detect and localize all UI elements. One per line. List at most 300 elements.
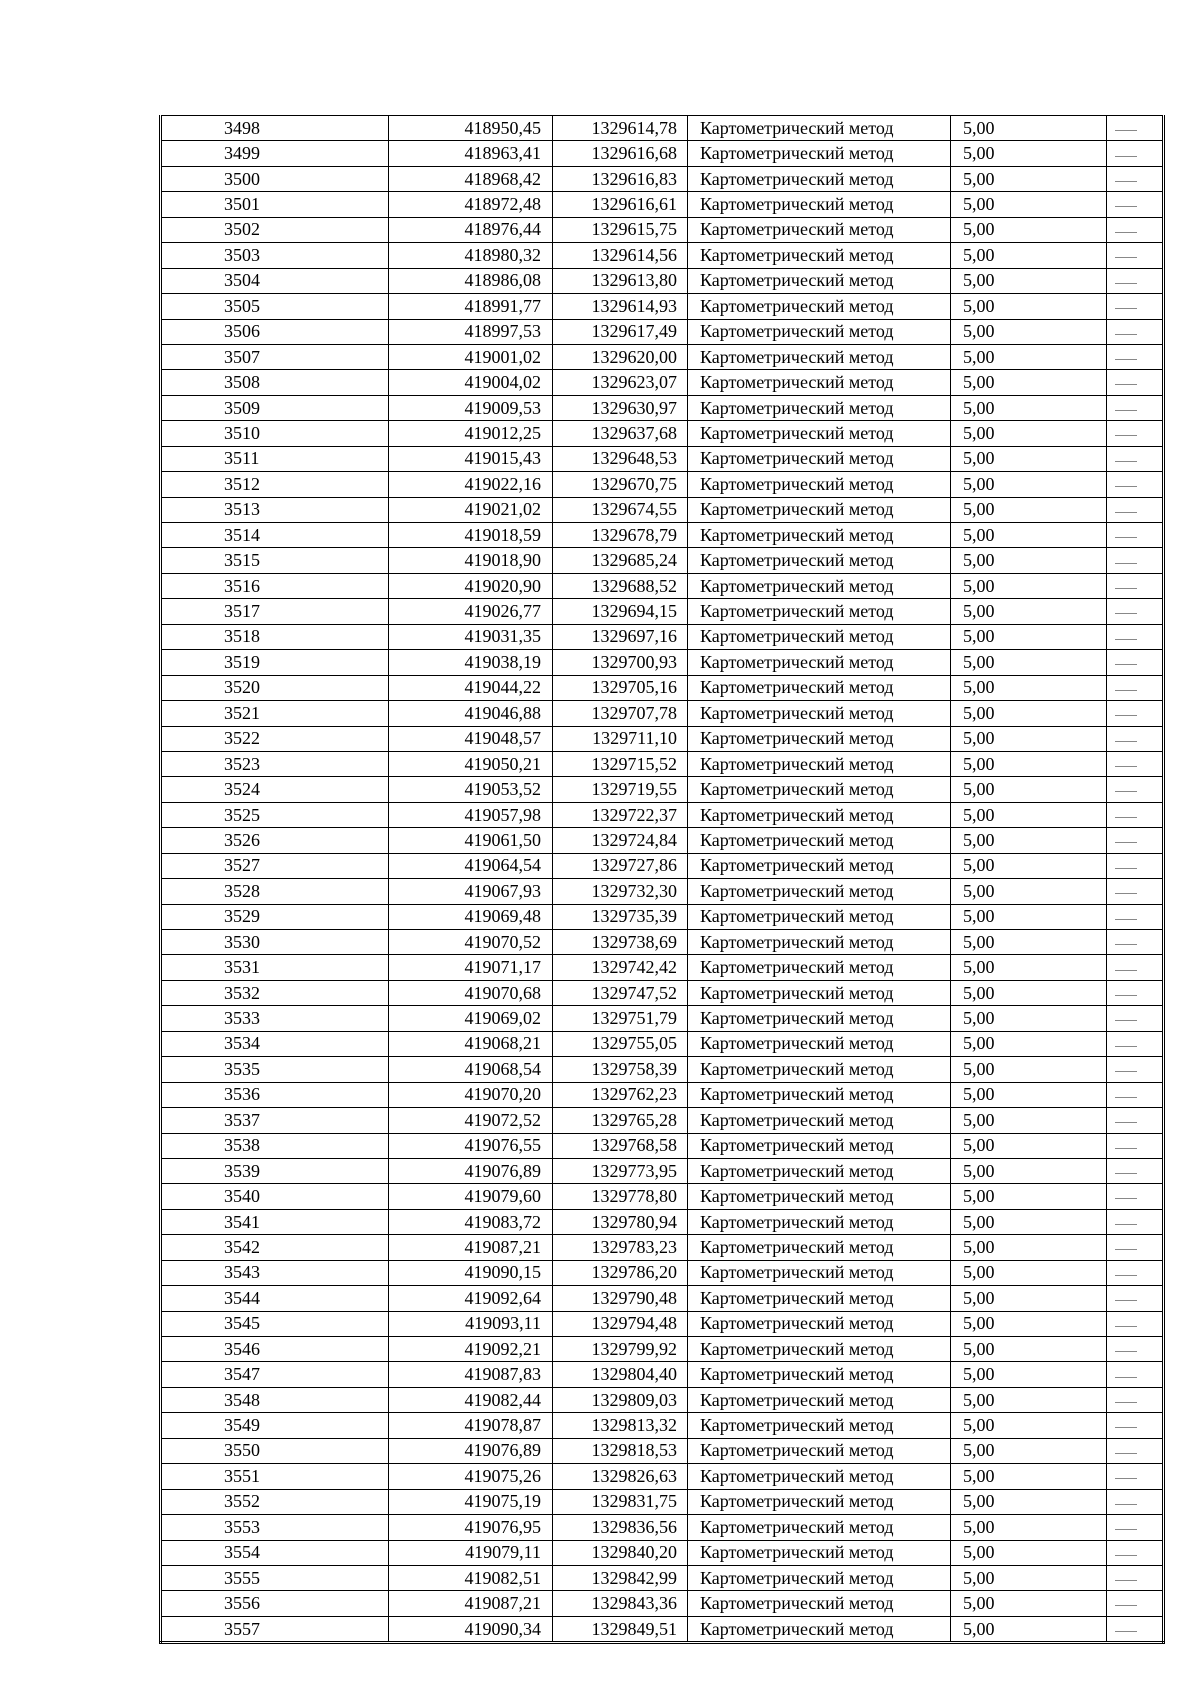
description-cell xyxy=(1107,904,1164,929)
description-cell xyxy=(1107,523,1164,548)
dash-mark xyxy=(1115,486,1137,487)
x-coordinate-cell: 419068,54 xyxy=(389,1057,553,1082)
dash-mark xyxy=(1115,257,1137,258)
description-cell xyxy=(1107,421,1164,446)
method-cell: Картометрический метод xyxy=(688,395,951,420)
method-cell: Картометрический метод xyxy=(688,726,951,751)
point-number-cell: 3526 xyxy=(161,828,389,853)
point-number-cell: 3512 xyxy=(161,472,389,497)
dash-mark xyxy=(1115,995,1137,996)
method-cell: Картометрический метод xyxy=(688,624,951,649)
point-number-cell: 3527 xyxy=(161,853,389,878)
method-cell: Картометрический метод xyxy=(688,1438,951,1463)
precision-cell: 5,00 xyxy=(951,497,1107,522)
point-number-cell: 3554 xyxy=(161,1540,389,1565)
method-cell: Картометрический метод xyxy=(688,1286,951,1311)
method-cell: Картометрический метод xyxy=(688,192,951,217)
description-cell xyxy=(1107,751,1164,776)
x-coordinate-cell: 418986,08 xyxy=(389,268,553,293)
description-cell xyxy=(1107,1489,1164,1514)
dash-mark xyxy=(1115,868,1137,869)
dash-mark xyxy=(1115,410,1137,411)
description-cell xyxy=(1107,217,1164,242)
precision-cell: 5,00 xyxy=(951,726,1107,751)
x-coordinate-cell: 418991,77 xyxy=(389,294,553,319)
table-row xyxy=(161,1057,1164,1082)
y-coordinate-cell: 1329614,56 xyxy=(553,243,688,268)
precision-cell: 5,00 xyxy=(951,1515,1107,1540)
x-coordinate-cell: 418968,42 xyxy=(389,166,553,191)
x-coordinate-cell: 419053,52 xyxy=(389,777,553,802)
point-number-cell: 3546 xyxy=(161,1337,389,1362)
y-coordinate-cell: 1329794,48 xyxy=(553,1311,688,1336)
table-row xyxy=(161,1286,1164,1311)
y-coordinate-cell: 1329735,39 xyxy=(553,904,688,929)
dash-mark xyxy=(1115,156,1137,157)
table-row xyxy=(161,930,1164,955)
table-row xyxy=(161,879,1164,904)
table-row xyxy=(161,777,1164,802)
y-coordinate-cell: 1329758,39 xyxy=(553,1057,688,1082)
table-row xyxy=(161,243,1164,268)
x-coordinate-cell: 419075,19 xyxy=(389,1489,553,1514)
precision-cell: 5,00 xyxy=(951,751,1107,776)
y-coordinate-cell: 1329648,53 xyxy=(553,446,688,471)
description-cell xyxy=(1107,573,1164,598)
point-number-cell: 3518 xyxy=(161,624,389,649)
point-number-cell: 3533 xyxy=(161,1006,389,1031)
method-cell: Картометрический метод xyxy=(688,1209,951,1234)
dash-mark xyxy=(1115,1071,1137,1072)
description-cell xyxy=(1107,701,1164,726)
description-cell xyxy=(1107,1057,1164,1082)
method-cell: Картометрический метод xyxy=(688,294,951,319)
table-row xyxy=(161,1311,1164,1336)
dash-mark xyxy=(1115,842,1137,843)
dash-mark xyxy=(1115,970,1137,971)
y-coordinate-cell: 1329700,93 xyxy=(553,650,688,675)
dash-mark xyxy=(1115,919,1137,920)
precision-cell: 5,00 xyxy=(951,472,1107,497)
x-coordinate-cell: 419018,59 xyxy=(389,523,553,548)
dash-mark xyxy=(1115,639,1137,640)
precision-cell: 5,00 xyxy=(951,1184,1107,1209)
table-row xyxy=(161,217,1164,242)
point-number-cell: 3539 xyxy=(161,1158,389,1183)
point-number-cell: 3542 xyxy=(161,1235,389,1260)
x-coordinate-cell: 419064,54 xyxy=(389,853,553,878)
dash-mark xyxy=(1115,1580,1137,1581)
table-row xyxy=(161,828,1164,853)
y-coordinate-cell: 1329768,58 xyxy=(553,1133,688,1158)
method-cell: Картометрический метод xyxy=(688,370,951,395)
x-coordinate-cell: 419068,21 xyxy=(389,1031,553,1056)
table-row xyxy=(161,421,1164,446)
y-coordinate-cell: 1329831,75 xyxy=(553,1489,688,1514)
x-coordinate-cell: 419082,51 xyxy=(389,1565,553,1590)
precision-cell: 5,00 xyxy=(951,1082,1107,1107)
table-row xyxy=(161,624,1164,649)
precision-cell: 5,00 xyxy=(951,1489,1107,1514)
point-number-cell: 3534 xyxy=(161,1031,389,1056)
table-row xyxy=(161,1438,1164,1463)
x-coordinate-cell: 419031,35 xyxy=(389,624,553,649)
method-cell: Картометрический метод xyxy=(688,1133,951,1158)
point-number-cell: 3529 xyxy=(161,904,389,929)
precision-cell: 5,00 xyxy=(951,1031,1107,1056)
method-cell: Картометрический метод xyxy=(688,751,951,776)
table-row xyxy=(161,1235,1164,1260)
y-coordinate-cell: 1329614,93 xyxy=(553,294,688,319)
y-coordinate-cell: 1329613,80 xyxy=(553,268,688,293)
precision-cell: 5,00 xyxy=(951,116,1107,141)
y-coordinate-cell: 1329818,53 xyxy=(553,1438,688,1463)
precision-cell: 5,00 xyxy=(951,1209,1107,1234)
dash-mark xyxy=(1115,944,1137,945)
y-coordinate-cell: 1329836,56 xyxy=(553,1515,688,1540)
point-number-cell: 3531 xyxy=(161,955,389,980)
dash-mark xyxy=(1115,181,1137,182)
point-number-cell: 3523 xyxy=(161,751,389,776)
description-cell xyxy=(1107,1464,1164,1489)
description-cell xyxy=(1107,802,1164,827)
y-coordinate-cell: 1329637,68 xyxy=(553,421,688,446)
point-number-cell: 3511 xyxy=(161,446,389,471)
table-row xyxy=(161,1108,1164,1133)
precision-cell: 5,00 xyxy=(951,828,1107,853)
point-number-cell: 3550 xyxy=(161,1438,389,1463)
table-row xyxy=(161,1082,1164,1107)
description-cell xyxy=(1107,344,1164,369)
table-row xyxy=(161,1591,1164,1616)
y-coordinate-cell: 1329813,32 xyxy=(553,1413,688,1438)
dash-mark xyxy=(1115,1020,1137,1021)
point-number-cell: 3541 xyxy=(161,1209,389,1234)
description-cell xyxy=(1107,116,1164,141)
y-coordinate-cell: 1329762,23 xyxy=(553,1082,688,1107)
y-coordinate-cell: 1329722,37 xyxy=(553,802,688,827)
y-coordinate-cell: 1329751,79 xyxy=(553,1006,688,1031)
y-coordinate-cell: 1329615,75 xyxy=(553,217,688,242)
point-number-cell: 3548 xyxy=(161,1387,389,1412)
dash-mark xyxy=(1115,435,1137,436)
point-number-cell: 3514 xyxy=(161,523,389,548)
y-coordinate-cell: 1329719,55 xyxy=(553,777,688,802)
precision-cell: 5,00 xyxy=(951,777,1107,802)
description-cell xyxy=(1107,1337,1164,1362)
point-number-cell: 3525 xyxy=(161,802,389,827)
dash-mark xyxy=(1115,791,1137,792)
y-coordinate-cell: 1329755,05 xyxy=(553,1031,688,1056)
method-cell: Картометрический метод xyxy=(688,1158,951,1183)
description-cell xyxy=(1107,497,1164,522)
table-row xyxy=(161,1006,1164,1031)
dash-mark xyxy=(1115,1427,1137,1428)
point-number-cell: 3521 xyxy=(161,701,389,726)
x-coordinate-cell: 419082,44 xyxy=(389,1387,553,1412)
dash-mark xyxy=(1115,1402,1137,1403)
method-cell: Картометрический метод xyxy=(688,1057,951,1082)
description-cell xyxy=(1107,1031,1164,1056)
method-cell: Картометрический метод xyxy=(688,1235,951,1260)
method-cell: Картометрический метод xyxy=(688,701,951,726)
method-cell: Картометрический метод xyxy=(688,268,951,293)
y-coordinate-cell: 1329630,97 xyxy=(553,395,688,420)
point-number-cell: 3556 xyxy=(161,1591,389,1616)
x-coordinate-cell: 419079,60 xyxy=(389,1184,553,1209)
method-cell: Картометрический метод xyxy=(688,1082,951,1107)
dash-mark xyxy=(1115,715,1137,716)
y-coordinate-cell: 1329780,94 xyxy=(553,1209,688,1234)
point-number-cell: 3507 xyxy=(161,344,389,369)
table-row xyxy=(161,701,1164,726)
table-row xyxy=(161,141,1164,166)
x-coordinate-cell: 419071,17 xyxy=(389,955,553,980)
precision-cell: 5,00 xyxy=(951,1591,1107,1616)
table-row xyxy=(161,1209,1164,1234)
precision-cell: 5,00 xyxy=(951,1362,1107,1387)
description-cell xyxy=(1107,1235,1164,1260)
method-cell: Картометрический метод xyxy=(688,1616,951,1642)
dash-mark xyxy=(1115,1555,1137,1556)
x-coordinate-cell: 419072,52 xyxy=(389,1108,553,1133)
dash-mark xyxy=(1115,1173,1137,1174)
dash-mark xyxy=(1115,1631,1137,1632)
point-number-cell: 3540 xyxy=(161,1184,389,1209)
y-coordinate-cell: 1329620,00 xyxy=(553,344,688,369)
precision-cell: 5,00 xyxy=(951,421,1107,446)
description-cell xyxy=(1107,930,1164,955)
method-cell: Картометрический метод xyxy=(688,116,951,141)
y-coordinate-cell: 1329842,99 xyxy=(553,1565,688,1590)
x-coordinate-cell: 419069,02 xyxy=(389,1006,553,1031)
description-cell xyxy=(1107,1540,1164,1565)
precision-cell: 5,00 xyxy=(951,879,1107,904)
y-coordinate-cell: 1329694,15 xyxy=(553,599,688,624)
description-cell xyxy=(1107,980,1164,1005)
dash-mark xyxy=(1115,766,1137,767)
method-cell: Картометрический метод xyxy=(688,421,951,446)
y-coordinate-cell: 1329674,55 xyxy=(553,497,688,522)
description-cell xyxy=(1107,446,1164,471)
point-number-cell: 3502 xyxy=(161,217,389,242)
precision-cell: 5,00 xyxy=(951,192,1107,217)
precision-cell: 5,00 xyxy=(951,1286,1107,1311)
method-cell: Картометрический метод xyxy=(688,675,951,700)
precision-cell: 5,00 xyxy=(951,1565,1107,1590)
x-coordinate-cell: 418997,53 xyxy=(389,319,553,344)
dash-mark xyxy=(1115,384,1137,385)
precision-cell: 5,00 xyxy=(951,294,1107,319)
y-coordinate-cell: 1329790,48 xyxy=(553,1286,688,1311)
y-coordinate-cell: 1329614,78 xyxy=(553,116,688,141)
precision-cell: 5,00 xyxy=(951,802,1107,827)
precision-cell: 5,00 xyxy=(951,523,1107,548)
dash-mark xyxy=(1115,308,1137,309)
point-number-cell: 3538 xyxy=(161,1133,389,1158)
description-cell xyxy=(1107,853,1164,878)
description-cell xyxy=(1107,370,1164,395)
coordinates-table xyxy=(159,115,1165,1644)
point-number-cell: 3515 xyxy=(161,548,389,573)
x-coordinate-cell: 418980,32 xyxy=(389,243,553,268)
dash-mark xyxy=(1115,1504,1137,1505)
y-coordinate-cell: 1329783,23 xyxy=(553,1235,688,1260)
description-cell xyxy=(1107,879,1164,904)
precision-cell: 5,00 xyxy=(951,370,1107,395)
description-cell xyxy=(1107,1286,1164,1311)
y-coordinate-cell: 1329623,07 xyxy=(553,370,688,395)
point-number-cell: 3500 xyxy=(161,166,389,191)
precision-cell: 5,00 xyxy=(951,1108,1107,1133)
point-number-cell: 3503 xyxy=(161,243,389,268)
dash-mark xyxy=(1115,588,1137,589)
precision-cell: 5,00 xyxy=(951,853,1107,878)
dash-mark xyxy=(1115,359,1137,360)
point-number-cell: 3519 xyxy=(161,650,389,675)
table-row xyxy=(161,1413,1164,1438)
dash-mark xyxy=(1115,1605,1137,1606)
precision-cell: 5,00 xyxy=(951,624,1107,649)
x-coordinate-cell: 419026,77 xyxy=(389,599,553,624)
description-cell xyxy=(1107,1438,1164,1463)
description-cell xyxy=(1107,192,1164,217)
dash-mark xyxy=(1115,1046,1137,1047)
dash-mark xyxy=(1115,461,1137,462)
precision-cell: 5,00 xyxy=(951,1006,1107,1031)
dash-mark xyxy=(1115,741,1137,742)
y-coordinate-cell: 1329727,86 xyxy=(553,853,688,878)
precision-cell: 5,00 xyxy=(951,675,1107,700)
precision-cell: 5,00 xyxy=(951,650,1107,675)
x-coordinate-cell: 419090,15 xyxy=(389,1260,553,1285)
method-cell: Картометрический метод xyxy=(688,1362,951,1387)
dash-mark xyxy=(1115,893,1137,894)
method-cell: Картометрический метод xyxy=(688,573,951,598)
precision-cell: 5,00 xyxy=(951,446,1107,471)
point-number-cell: 3498 xyxy=(161,116,389,141)
method-cell: Картометрический метод xyxy=(688,904,951,929)
method-cell: Картометрический метод xyxy=(688,1489,951,1514)
precision-cell: 5,00 xyxy=(951,599,1107,624)
dash-mark xyxy=(1115,664,1137,665)
y-coordinate-cell: 1329711,10 xyxy=(553,726,688,751)
point-number-cell: 3522 xyxy=(161,726,389,751)
x-coordinate-cell: 418963,41 xyxy=(389,141,553,166)
description-cell xyxy=(1107,955,1164,980)
table-row xyxy=(161,268,1164,293)
point-number-cell: 3528 xyxy=(161,879,389,904)
dash-mark xyxy=(1115,283,1137,284)
description-cell xyxy=(1107,243,1164,268)
dash-mark xyxy=(1115,1148,1137,1149)
precision-cell: 5,00 xyxy=(951,1616,1107,1642)
precision-cell: 5,00 xyxy=(951,548,1107,573)
y-coordinate-cell: 1329697,16 xyxy=(553,624,688,649)
x-coordinate-cell: 419087,21 xyxy=(389,1591,553,1616)
y-coordinate-cell: 1329849,51 xyxy=(553,1616,688,1642)
method-cell: Картометрический метод xyxy=(688,777,951,802)
point-number-cell: 3520 xyxy=(161,675,389,700)
method-cell: Картометрический метод xyxy=(688,1337,951,1362)
description-cell xyxy=(1107,624,1164,649)
y-coordinate-cell: 1329804,40 xyxy=(553,1362,688,1387)
method-cell: Картометрический метод xyxy=(688,472,951,497)
method-cell: Картометрический метод xyxy=(688,166,951,191)
description-cell xyxy=(1107,1209,1164,1234)
x-coordinate-cell: 419079,11 xyxy=(389,1540,553,1565)
y-coordinate-cell: 1329843,36 xyxy=(553,1591,688,1616)
precision-cell: 5,00 xyxy=(951,268,1107,293)
table-row xyxy=(161,599,1164,624)
precision-cell: 5,00 xyxy=(951,1540,1107,1565)
x-coordinate-cell: 419083,72 xyxy=(389,1209,553,1234)
y-coordinate-cell: 1329738,69 xyxy=(553,930,688,955)
precision-cell: 5,00 xyxy=(951,1057,1107,1082)
point-number-cell: 3544 xyxy=(161,1286,389,1311)
table-row xyxy=(161,523,1164,548)
table-row xyxy=(161,1565,1164,1590)
coordinates-table-body xyxy=(161,116,1164,1643)
method-cell: Картометрический метод xyxy=(688,1184,951,1209)
precision-cell: 5,00 xyxy=(951,1464,1107,1489)
description-cell xyxy=(1107,141,1164,166)
point-number-cell: 3536 xyxy=(161,1082,389,1107)
table-row xyxy=(161,980,1164,1005)
dash-mark xyxy=(1115,130,1137,131)
description-cell xyxy=(1107,1387,1164,1412)
description-cell xyxy=(1107,1362,1164,1387)
table-row xyxy=(161,1362,1164,1387)
table-row xyxy=(161,726,1164,751)
table-row xyxy=(161,548,1164,573)
method-cell: Картометрический метод xyxy=(688,1006,951,1031)
x-coordinate-cell: 419015,43 xyxy=(389,446,553,471)
point-number-cell: 3551 xyxy=(161,1464,389,1489)
table-row xyxy=(161,192,1164,217)
dash-mark xyxy=(1115,1224,1137,1225)
precision-cell: 5,00 xyxy=(951,166,1107,191)
description-cell xyxy=(1107,1311,1164,1336)
precision-cell: 5,00 xyxy=(951,243,1107,268)
point-number-cell: 3501 xyxy=(161,192,389,217)
precision-cell: 5,00 xyxy=(951,904,1107,929)
x-coordinate-cell: 419046,88 xyxy=(389,701,553,726)
description-cell xyxy=(1107,166,1164,191)
table-row xyxy=(161,853,1164,878)
y-coordinate-cell: 1329616,61 xyxy=(553,192,688,217)
point-number-cell: 3524 xyxy=(161,777,389,802)
method-cell: Картометрический метод xyxy=(688,217,951,242)
x-coordinate-cell: 419050,21 xyxy=(389,751,553,776)
x-coordinate-cell: 419048,57 xyxy=(389,726,553,751)
table-row xyxy=(161,116,1164,141)
table-row xyxy=(161,955,1164,980)
table-row xyxy=(161,1387,1164,1412)
method-cell: Картометрический метод xyxy=(688,930,951,955)
description-cell xyxy=(1107,472,1164,497)
point-number-cell: 3552 xyxy=(161,1489,389,1514)
point-number-cell: 3516 xyxy=(161,573,389,598)
y-coordinate-cell: 1329705,16 xyxy=(553,675,688,700)
precision-cell: 5,00 xyxy=(951,955,1107,980)
method-cell: Картометрический метод xyxy=(688,1540,951,1565)
table-row xyxy=(161,1489,1164,1514)
table-row xyxy=(161,497,1164,522)
table-row xyxy=(161,1184,1164,1209)
x-coordinate-cell: 419009,53 xyxy=(389,395,553,420)
table-row xyxy=(161,1133,1164,1158)
